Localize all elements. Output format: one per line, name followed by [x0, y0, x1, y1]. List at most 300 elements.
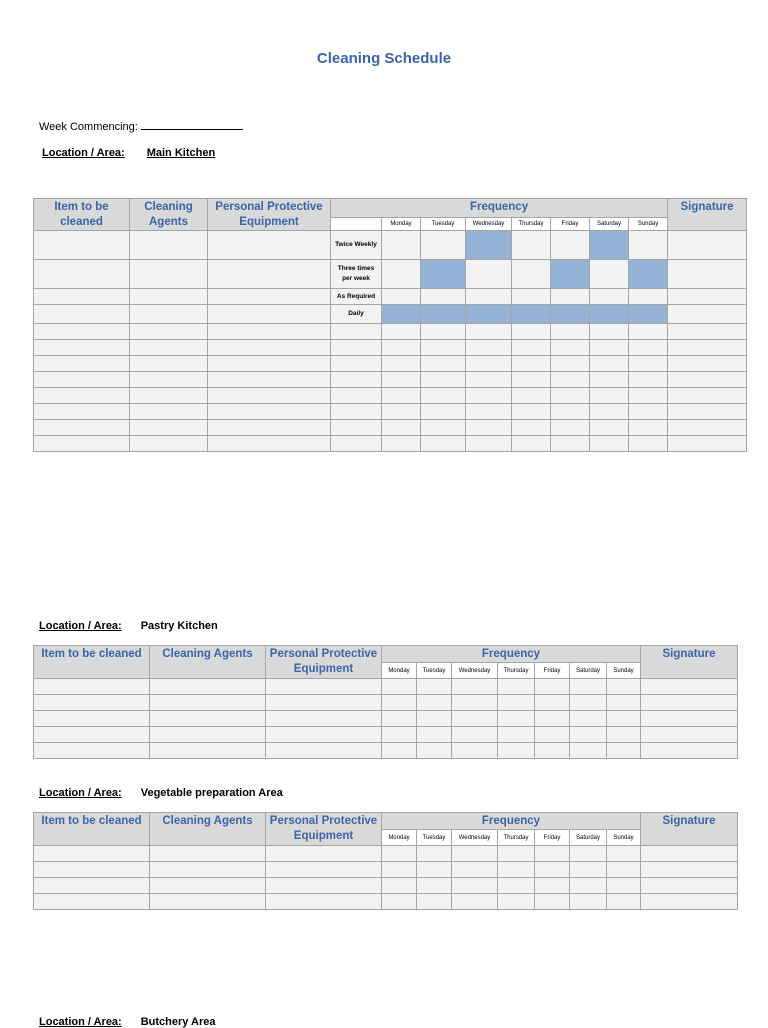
cell-saturday[interactable]	[590, 289, 629, 305]
cell-ppe[interactable]	[208, 420, 331, 436]
cell-monday[interactable]	[382, 231, 421, 260]
frequency-label	[331, 436, 382, 452]
cell-item[interactable]	[34, 356, 130, 372]
cleaning-table-2	[33, 645, 738, 759]
cell-thursday[interactable]	[512, 231, 551, 260]
cell-tuesday[interactable]	[417, 894, 452, 910]
cell-saturday[interactable]	[590, 372, 629, 388]
location-value: Butchery Area	[140, 1016, 216, 1028]
cell-sunday[interactable]	[607, 878, 641, 894]
cell-wednesday[interactable]	[452, 711, 498, 727]
cell-tuesday[interactable]	[421, 289, 466, 305]
header-ppe: Personal Protective Equipment	[266, 813, 382, 846]
cell-monday[interactable]	[382, 894, 417, 910]
cell-tuesday[interactable]	[417, 878, 452, 894]
cell-cleaning-agents[interactable]	[150, 679, 266, 695]
cell-item[interactable]	[34, 679, 150, 695]
cell-thursday[interactable]	[512, 260, 551, 289]
cell-sunday[interactable]	[607, 727, 641, 743]
cell-ppe[interactable]	[208, 231, 331, 260]
cell-wednesday[interactable]	[466, 372, 512, 388]
cell-wednesday[interactable]	[452, 894, 498, 910]
cell-ppe[interactable]	[266, 727, 382, 743]
cell-cleaning-agents[interactable]	[150, 743, 266, 759]
day-header-friday: Friday	[551, 217, 590, 230]
cell-sunday[interactable]	[607, 846, 641, 862]
cell-tuesday[interactable]	[421, 420, 466, 436]
cell-wednesday[interactable]	[466, 289, 512, 305]
day-header-friday: Friday	[535, 830, 570, 846]
cell-thursday[interactable]	[512, 388, 551, 404]
frequency-label	[331, 420, 382, 436]
cell-tuesday[interactable]	[421, 324, 466, 340]
frequency-label	[331, 372, 382, 388]
location-value: Pastry Kitchen	[140, 620, 218, 632]
cell-monday[interactable]	[382, 679, 417, 695]
cell-signature[interactable]	[668, 305, 747, 324]
cell-item[interactable]	[34, 289, 130, 305]
cell-tuesday[interactable]	[417, 743, 452, 759]
cell-friday[interactable]	[551, 289, 590, 305]
cell-monday[interactable]	[382, 305, 421, 324]
cell-monday[interactable]	[382, 289, 421, 305]
cell-sunday[interactable]	[607, 894, 641, 910]
cell-saturday[interactable]	[590, 404, 629, 420]
cell-cleaning-agents[interactable]	[130, 356, 208, 372]
cell-ppe[interactable]	[266, 846, 382, 862]
table-row	[34, 305, 747, 324]
cell-monday[interactable]	[382, 324, 421, 340]
cell-friday[interactable]	[535, 711, 570, 727]
cell-sunday[interactable]	[629, 372, 668, 388]
cell-thursday[interactable]	[512, 305, 551, 324]
cell-signature[interactable]	[668, 289, 747, 305]
cell-cleaning-agents[interactable]	[130, 305, 208, 324]
cell-signature[interactable]	[668, 436, 747, 452]
cell-wednesday[interactable]	[466, 260, 512, 289]
day-header-blank	[331, 217, 382, 230]
table-row	[34, 324, 747, 340]
cell-saturday[interactable]	[570, 695, 607, 711]
cell-wednesday[interactable]	[466, 356, 512, 372]
header-cleaning-agents: Cleaning Agents	[150, 646, 266, 679]
location-value: Vegetable preparation Area	[140, 787, 283, 799]
cell-sunday[interactable]	[607, 711, 641, 727]
cell-thursday[interactable]	[498, 743, 535, 759]
cell-signature[interactable]	[668, 231, 747, 260]
cell-tuesday[interactable]	[417, 711, 452, 727]
cell-friday[interactable]	[551, 404, 590, 420]
cell-wednesday[interactable]	[452, 727, 498, 743]
cell-item[interactable]	[34, 260, 130, 289]
day-header-sunday: Sunday	[607, 830, 641, 846]
cell-saturday[interactable]	[570, 743, 607, 759]
cell-thursday[interactable]	[498, 846, 535, 862]
cell-cleaning-agents[interactable]	[130, 436, 208, 452]
table-row	[34, 388, 747, 404]
cell-saturday[interactable]	[570, 727, 607, 743]
cell-sunday[interactable]	[629, 340, 668, 356]
header-ppe: Personal Protective Equipment	[266, 646, 382, 679]
cell-sunday[interactable]	[607, 862, 641, 878]
cell-ppe[interactable]	[208, 340, 331, 356]
cell-monday[interactable]	[382, 711, 417, 727]
cell-ppe[interactable]	[208, 404, 331, 420]
cell-ppe[interactable]	[208, 372, 331, 388]
cell-sunday[interactable]	[629, 231, 668, 260]
table-row	[34, 862, 738, 878]
cell-item[interactable]	[34, 231, 130, 260]
header-ppe: Personal Protective Equipment	[208, 199, 331, 231]
cell-saturday[interactable]	[570, 862, 607, 878]
cell-friday[interactable]	[551, 356, 590, 372]
cell-ppe[interactable]	[266, 878, 382, 894]
header-item: Item to be cleaned	[34, 199, 130, 231]
cell-cleaning-agents[interactable]	[130, 340, 208, 356]
cell-wednesday[interactable]	[466, 231, 512, 260]
frequency-label	[331, 324, 382, 340]
cell-ppe[interactable]	[208, 356, 331, 372]
week-commencing-field[interactable]	[141, 119, 243, 130]
cell-saturday[interactable]	[570, 846, 607, 862]
cell-friday[interactable]	[535, 695, 570, 711]
day-header-thursday: Thursday	[498, 663, 535, 679]
cell-cleaning-agents[interactable]	[130, 372, 208, 388]
cell-friday[interactable]	[535, 862, 570, 878]
cell-signature[interactable]	[641, 743, 738, 759]
cell-saturday[interactable]	[590, 305, 629, 324]
header-item: Item to be cleaned	[34, 646, 150, 679]
table-row	[34, 727, 738, 743]
cell-cleaning-agents[interactable]	[130, 324, 208, 340]
cell-sunday[interactable]	[629, 404, 668, 420]
cell-monday[interactable]	[382, 340, 421, 356]
cell-monday[interactable]	[382, 862, 417, 878]
cell-tuesday[interactable]	[421, 436, 466, 452]
cell-signature[interactable]	[668, 388, 747, 404]
cell-monday[interactable]	[382, 356, 421, 372]
table-row	[34, 878, 738, 894]
cell-tuesday[interactable]	[421, 404, 466, 420]
cell-ppe[interactable]	[208, 289, 331, 305]
cell-item[interactable]	[34, 388, 130, 404]
cell-signature[interactable]	[668, 420, 747, 436]
day-header-wednesday: Wednesday	[452, 663, 498, 679]
cell-signature[interactable]	[668, 356, 747, 372]
location-label: Location / Area:	[39, 787, 122, 799]
location-label: Location / Area:	[42, 147, 125, 159]
cell-item[interactable]	[34, 404, 130, 420]
cell-thursday[interactable]	[498, 695, 535, 711]
cell-signature[interactable]	[668, 372, 747, 388]
day-header-tuesday: Tuesday	[421, 217, 466, 230]
table-row	[34, 404, 747, 420]
cell-thursday[interactable]	[498, 894, 535, 910]
cell-friday[interactable]	[535, 846, 570, 862]
cell-item[interactable]	[34, 436, 130, 452]
cell-thursday[interactable]	[512, 324, 551, 340]
location-label: Location / Area:	[39, 1016, 122, 1028]
cell-cleaning-agents[interactable]	[130, 231, 208, 260]
table-row	[34, 260, 747, 289]
cell-friday[interactable]	[551, 260, 590, 289]
cell-friday[interactable]	[551, 420, 590, 436]
cell-cleaning-agents[interactable]	[150, 878, 266, 894]
cell-ppe[interactable]	[208, 388, 331, 404]
cell-tuesday[interactable]	[421, 356, 466, 372]
cell-wednesday[interactable]	[466, 305, 512, 324]
cell-ppe[interactable]	[266, 894, 382, 910]
cell-signature[interactable]	[641, 846, 738, 862]
day-header-tuesday: Tuesday	[417, 830, 452, 846]
cell-monday[interactable]	[382, 260, 421, 289]
table-row	[34, 420, 747, 436]
cell-item[interactable]	[34, 420, 130, 436]
cell-friday[interactable]	[551, 305, 590, 324]
cell-saturday[interactable]	[570, 894, 607, 910]
cell-tuesday[interactable]	[421, 231, 466, 260]
cell-sunday[interactable]	[607, 743, 641, 759]
cell-friday[interactable]	[535, 679, 570, 695]
cell-monday[interactable]	[382, 436, 421, 452]
table-row	[34, 695, 738, 711]
cell-cleaning-agents[interactable]	[150, 862, 266, 878]
cell-sunday[interactable]	[607, 679, 641, 695]
cell-signature[interactable]	[641, 727, 738, 743]
cell-ppe[interactable]	[266, 862, 382, 878]
cell-friday[interactable]	[535, 894, 570, 910]
cell-item[interactable]	[34, 340, 130, 356]
cell-wednesday[interactable]	[452, 679, 498, 695]
cell-item[interactable]	[34, 372, 130, 388]
header-cleaning-agents: Cleaning Agents	[130, 199, 208, 231]
cell-tuesday[interactable]	[421, 305, 466, 324]
cell-friday[interactable]	[551, 372, 590, 388]
cell-thursday[interactable]	[498, 727, 535, 743]
cell-item[interactable]	[34, 743, 150, 759]
day-header-saturday: Saturday	[570, 830, 607, 846]
cell-sunday[interactable]	[629, 388, 668, 404]
cell-signature[interactable]	[641, 679, 738, 695]
cell-item[interactable]	[34, 862, 150, 878]
cell-saturday[interactable]	[590, 420, 629, 436]
cell-cleaning-agents[interactable]	[130, 289, 208, 305]
location-area	[42, 147, 215, 159]
cell-tuesday[interactable]	[417, 695, 452, 711]
header-signature: Signature	[668, 199, 747, 231]
cell-saturday[interactable]	[570, 679, 607, 695]
cell-sunday[interactable]	[629, 356, 668, 372]
cell-tuesday[interactable]	[421, 340, 466, 356]
table-row	[34, 679, 738, 695]
cell-friday[interactable]	[535, 743, 570, 759]
cell-signature[interactable]	[641, 862, 738, 878]
cell-ppe[interactable]	[266, 695, 382, 711]
cell-wednesday[interactable]	[452, 878, 498, 894]
frequency-label	[331, 356, 382, 372]
cell-signature[interactable]	[668, 340, 747, 356]
cell-item[interactable]	[34, 894, 150, 910]
cell-sunday[interactable]	[629, 436, 668, 452]
cell-cleaning-agents[interactable]	[130, 260, 208, 289]
cell-item[interactable]	[34, 846, 150, 862]
cell-thursday[interactable]	[498, 862, 535, 878]
cell-sunday[interactable]	[629, 289, 668, 305]
cell-tuesday[interactable]	[421, 260, 466, 289]
cell-friday[interactable]	[551, 388, 590, 404]
cell-wednesday[interactable]	[452, 695, 498, 711]
cell-monday[interactable]	[382, 420, 421, 436]
cell-saturday[interactable]	[590, 340, 629, 356]
day-header-saturday: Saturday	[570, 663, 607, 679]
cell-thursday[interactable]	[512, 404, 551, 420]
cell-cleaning-agents[interactable]	[150, 695, 266, 711]
table-row	[34, 436, 747, 452]
day-header-saturday: Saturday	[590, 217, 629, 230]
table-row	[34, 356, 747, 372]
cell-saturday[interactable]	[590, 260, 629, 289]
cell-signature[interactable]	[668, 260, 747, 289]
cell-monday[interactable]	[382, 404, 421, 420]
location-value: Main Kitchen	[146, 147, 216, 159]
day-header-thursday: Thursday	[512, 217, 551, 230]
cell-thursday[interactable]	[512, 372, 551, 388]
cell-signature[interactable]	[641, 711, 738, 727]
cell-ppe[interactable]	[208, 436, 331, 452]
cell-wednesday[interactable]	[466, 388, 512, 404]
cell-tuesday[interactable]	[421, 372, 466, 388]
cell-sunday[interactable]	[629, 305, 668, 324]
cell-sunday[interactable]	[629, 260, 668, 289]
cell-tuesday[interactable]	[417, 679, 452, 695]
cell-monday[interactable]	[382, 372, 421, 388]
cell-friday[interactable]	[551, 436, 590, 452]
cell-friday[interactable]	[551, 340, 590, 356]
cell-thursday[interactable]	[498, 878, 535, 894]
cell-saturday[interactable]	[590, 388, 629, 404]
frequency-label: Daily	[331, 305, 382, 324]
table-row	[34, 289, 747, 305]
cell-friday[interactable]	[535, 727, 570, 743]
cell-ppe[interactable]	[208, 260, 331, 289]
cell-monday[interactable]	[382, 727, 417, 743]
cell-thursday[interactable]	[498, 679, 535, 695]
day-header-thursday: Thursday	[498, 830, 535, 846]
cell-monday[interactable]	[382, 695, 417, 711]
cell-signature[interactable]	[641, 878, 738, 894]
cell-signature[interactable]	[641, 695, 738, 711]
cell-saturday[interactable]	[590, 436, 629, 452]
header-cleaning-agents: Cleaning Agents	[150, 813, 266, 846]
frequency-label	[331, 404, 382, 420]
cell-item[interactable]	[34, 324, 130, 340]
cell-wednesday[interactable]	[452, 862, 498, 878]
week-commencing-label: Week Commencing:	[39, 121, 138, 133]
table-row	[34, 743, 738, 759]
cell-saturday[interactable]	[590, 231, 629, 260]
cell-tuesday[interactable]	[421, 388, 466, 404]
cell-thursday[interactable]	[512, 420, 551, 436]
cell-wednesday[interactable]	[452, 743, 498, 759]
header-frequency: Frequency	[382, 646, 641, 663]
cell-item[interactable]	[34, 305, 130, 324]
cell-item[interactable]	[34, 727, 150, 743]
cell-cleaning-agents[interactable]	[150, 846, 266, 862]
cell-friday[interactable]	[551, 324, 590, 340]
header-item: Item to be cleaned	[34, 813, 150, 846]
cell-signature[interactable]	[668, 324, 747, 340]
week-commencing	[39, 119, 243, 133]
frequency-label: Twice Weekly	[331, 231, 382, 260]
cell-wednesday[interactable]	[466, 404, 512, 420]
cell-thursday[interactable]	[512, 356, 551, 372]
day-header-sunday: Sunday	[607, 663, 641, 679]
cell-signature[interactable]	[668, 404, 747, 420]
cell-thursday[interactable]	[498, 711, 535, 727]
cell-saturday[interactable]	[570, 711, 607, 727]
cell-tuesday[interactable]	[417, 846, 452, 862]
cell-sunday[interactable]	[629, 324, 668, 340]
cell-cleaning-agents[interactable]	[150, 711, 266, 727]
cell-friday[interactable]	[535, 878, 570, 894]
cleaning-table-3	[33, 812, 738, 910]
cell-wednesday[interactable]	[466, 324, 512, 340]
cell-item[interactable]	[34, 878, 150, 894]
cell-ppe[interactable]	[266, 679, 382, 695]
cell-ppe[interactable]	[208, 324, 331, 340]
cell-cleaning-agents[interactable]	[130, 420, 208, 436]
frequency-label	[331, 388, 382, 404]
cell-saturday[interactable]	[570, 878, 607, 894]
cell-wednesday[interactable]	[452, 846, 498, 862]
frequency-label: As Required	[331, 289, 382, 305]
cell-item[interactable]	[34, 711, 150, 727]
cell-cleaning-agents[interactable]	[150, 727, 266, 743]
cell-monday[interactable]	[382, 846, 417, 862]
cell-tuesday[interactable]	[417, 727, 452, 743]
cell-thursday[interactable]	[512, 340, 551, 356]
cell-tuesday[interactable]	[417, 862, 452, 878]
header-signature: Signature	[641, 813, 738, 846]
cell-monday[interactable]	[382, 388, 421, 404]
cell-monday[interactable]	[382, 878, 417, 894]
cell-cleaning-agents[interactable]	[130, 404, 208, 420]
cell-wednesday[interactable]	[466, 436, 512, 452]
cell-sunday[interactable]	[607, 695, 641, 711]
cell-saturday[interactable]	[590, 356, 629, 372]
cell-ppe[interactable]	[266, 711, 382, 727]
cell-saturday[interactable]	[590, 324, 629, 340]
cell-wednesday[interactable]	[466, 340, 512, 356]
cell-monday[interactable]	[382, 743, 417, 759]
cell-ppe[interactable]	[208, 305, 331, 324]
cell-cleaning-agents[interactable]	[130, 388, 208, 404]
cell-ppe[interactable]	[266, 743, 382, 759]
cell-item[interactable]	[34, 695, 150, 711]
cell-thursday[interactable]	[512, 289, 551, 305]
location-label: Location / Area:	[39, 620, 122, 632]
cell-signature[interactable]	[641, 894, 738, 910]
cell-sunday[interactable]	[629, 420, 668, 436]
cell-friday[interactable]	[551, 231, 590, 260]
cell-wednesday[interactable]	[466, 420, 512, 436]
day-header-friday: Friday	[535, 663, 570, 679]
location-area	[39, 1016, 216, 1028]
cell-cleaning-agents[interactable]	[150, 894, 266, 910]
table-row	[34, 231, 747, 260]
day-header-wednesday: Wednesday	[466, 217, 512, 230]
cell-thursday[interactable]	[512, 436, 551, 452]
